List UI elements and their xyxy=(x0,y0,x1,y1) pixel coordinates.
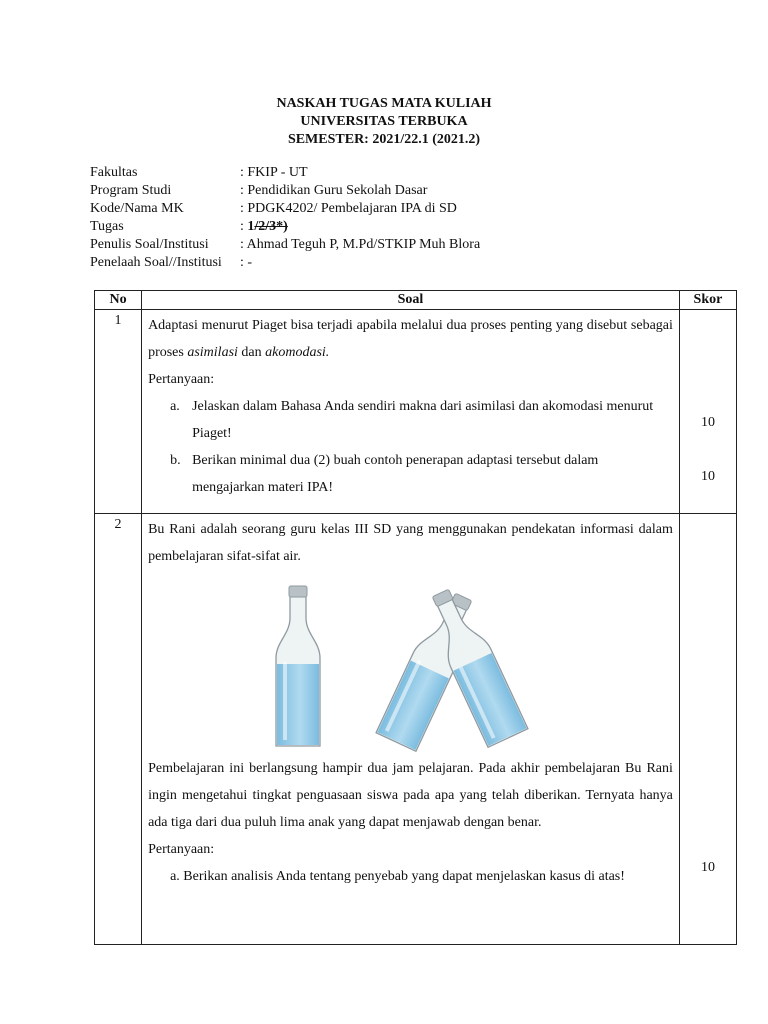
info-value: : Ahmad Teguh P, M.Pd/STKIP Muh Blora xyxy=(240,237,481,252)
bottles-illustration xyxy=(148,570,673,755)
info-row-kode-mk xyxy=(90,200,690,218)
info-value: : FKIP - UT xyxy=(240,165,308,180)
question-body xyxy=(142,310,680,514)
term-asimilasi: asimilasi xyxy=(187,345,238,360)
case-description: Pembelajaran ini berlangsung hampir dua jam pelajaran. Pada akhir pembelajaran Bu Rani ingin mengetahui tingkat penguasaan siswa pada apa yang telah diberikan. Ternyata hanya ada tiga dari dua puluh lima anak yang dapat menjawab dengan benar. xyxy=(148,761,673,830)
table-header-row xyxy=(95,291,737,310)
header-title: NASKAH TUGAS MATA KULIAH xyxy=(276,96,492,111)
info-row-program-studi xyxy=(90,182,690,200)
course-info xyxy=(90,164,690,272)
sub-label: a. xyxy=(170,399,180,414)
info-value: : - xyxy=(240,255,253,270)
info-row-penelaah xyxy=(90,254,690,272)
question-intro xyxy=(148,312,673,366)
intro-text: dan xyxy=(237,345,266,360)
pertanyaan-label: Pertanyaan: xyxy=(148,372,215,387)
score-cell xyxy=(679,310,736,514)
score-b: 10 xyxy=(700,469,715,484)
info-label: Penelaah Soal//Institusi xyxy=(90,255,222,270)
sub-question-b xyxy=(148,447,673,501)
score-a: 10 xyxy=(700,860,715,875)
questions-table xyxy=(94,290,737,945)
bottles-svg xyxy=(148,570,668,755)
info-row-penulis xyxy=(90,236,690,254)
info-label: Kode/Nama MK xyxy=(90,201,184,216)
header-skor: Skor xyxy=(679,291,736,310)
header-semester: SEMESTER: 2021/22.1 (2021.2) xyxy=(287,132,481,147)
header-soal: Soal xyxy=(142,291,680,310)
term-akomodasi: akomodasi. xyxy=(265,345,330,360)
info-label: Penulis Soal/Institusi xyxy=(90,237,209,252)
intro-text: Adaptasi menurut Piaget bisa terjadi apabila melalui dua proses penting yang disebut sebagai proses xyxy=(148,318,673,360)
question-number: 1 xyxy=(95,310,142,514)
document-header xyxy=(0,95,768,149)
info-value xyxy=(240,218,690,236)
question-intro: Bu Rani adalah seorang guru kelas III SD yang menggunakan pendekatan informasi dalam pembelajaran sifat-sifat air. xyxy=(148,522,673,564)
sub-question-a xyxy=(148,393,673,447)
tugas-current: 1 xyxy=(247,219,255,234)
info-row-tugas xyxy=(90,218,690,236)
info-label: Tugas xyxy=(90,219,124,234)
header-no: No xyxy=(95,291,142,310)
sub-question-a: a. Berikan analisis Anda tentang penyebab yang dapat menjelaskan kasus di atas! xyxy=(170,869,625,884)
question-number: 2 xyxy=(95,514,142,945)
info-label: Program Studi xyxy=(90,183,172,198)
table-row-question-1 xyxy=(95,310,737,514)
pertanyaan-label: Pertanyaan: xyxy=(148,842,215,857)
bottle-upright xyxy=(276,586,320,746)
score-cell xyxy=(679,514,736,945)
header-university: UNIVERSITAS TERBUKA xyxy=(300,114,468,129)
info-value: : Pendidikan Guru Sekolah Dasar xyxy=(240,183,428,198)
info-value: : PDGK4202/ Pembelajaran IPA di SD xyxy=(240,201,457,216)
info-row-fakultas xyxy=(90,164,690,182)
tugas-number xyxy=(247,219,287,234)
sub-label: b. xyxy=(170,453,181,468)
sub-text: Berikan minimal dua (2) buah contoh penerapan adaptasi tersebut dalam mengajarkan materi IPA! xyxy=(192,453,599,495)
score-a: 10 xyxy=(700,415,715,430)
table-row-question-2 xyxy=(95,514,737,945)
tugas-struck: /2/3*) xyxy=(254,219,288,234)
info-label: Fakultas xyxy=(90,165,138,180)
question-body xyxy=(142,514,680,945)
sub-text: Jelaskan dalam Bahasa Anda sendiri makna dari asimilasi dan akomodasi menurut Piaget! xyxy=(192,399,654,441)
tugas-prefix: : xyxy=(240,219,248,234)
